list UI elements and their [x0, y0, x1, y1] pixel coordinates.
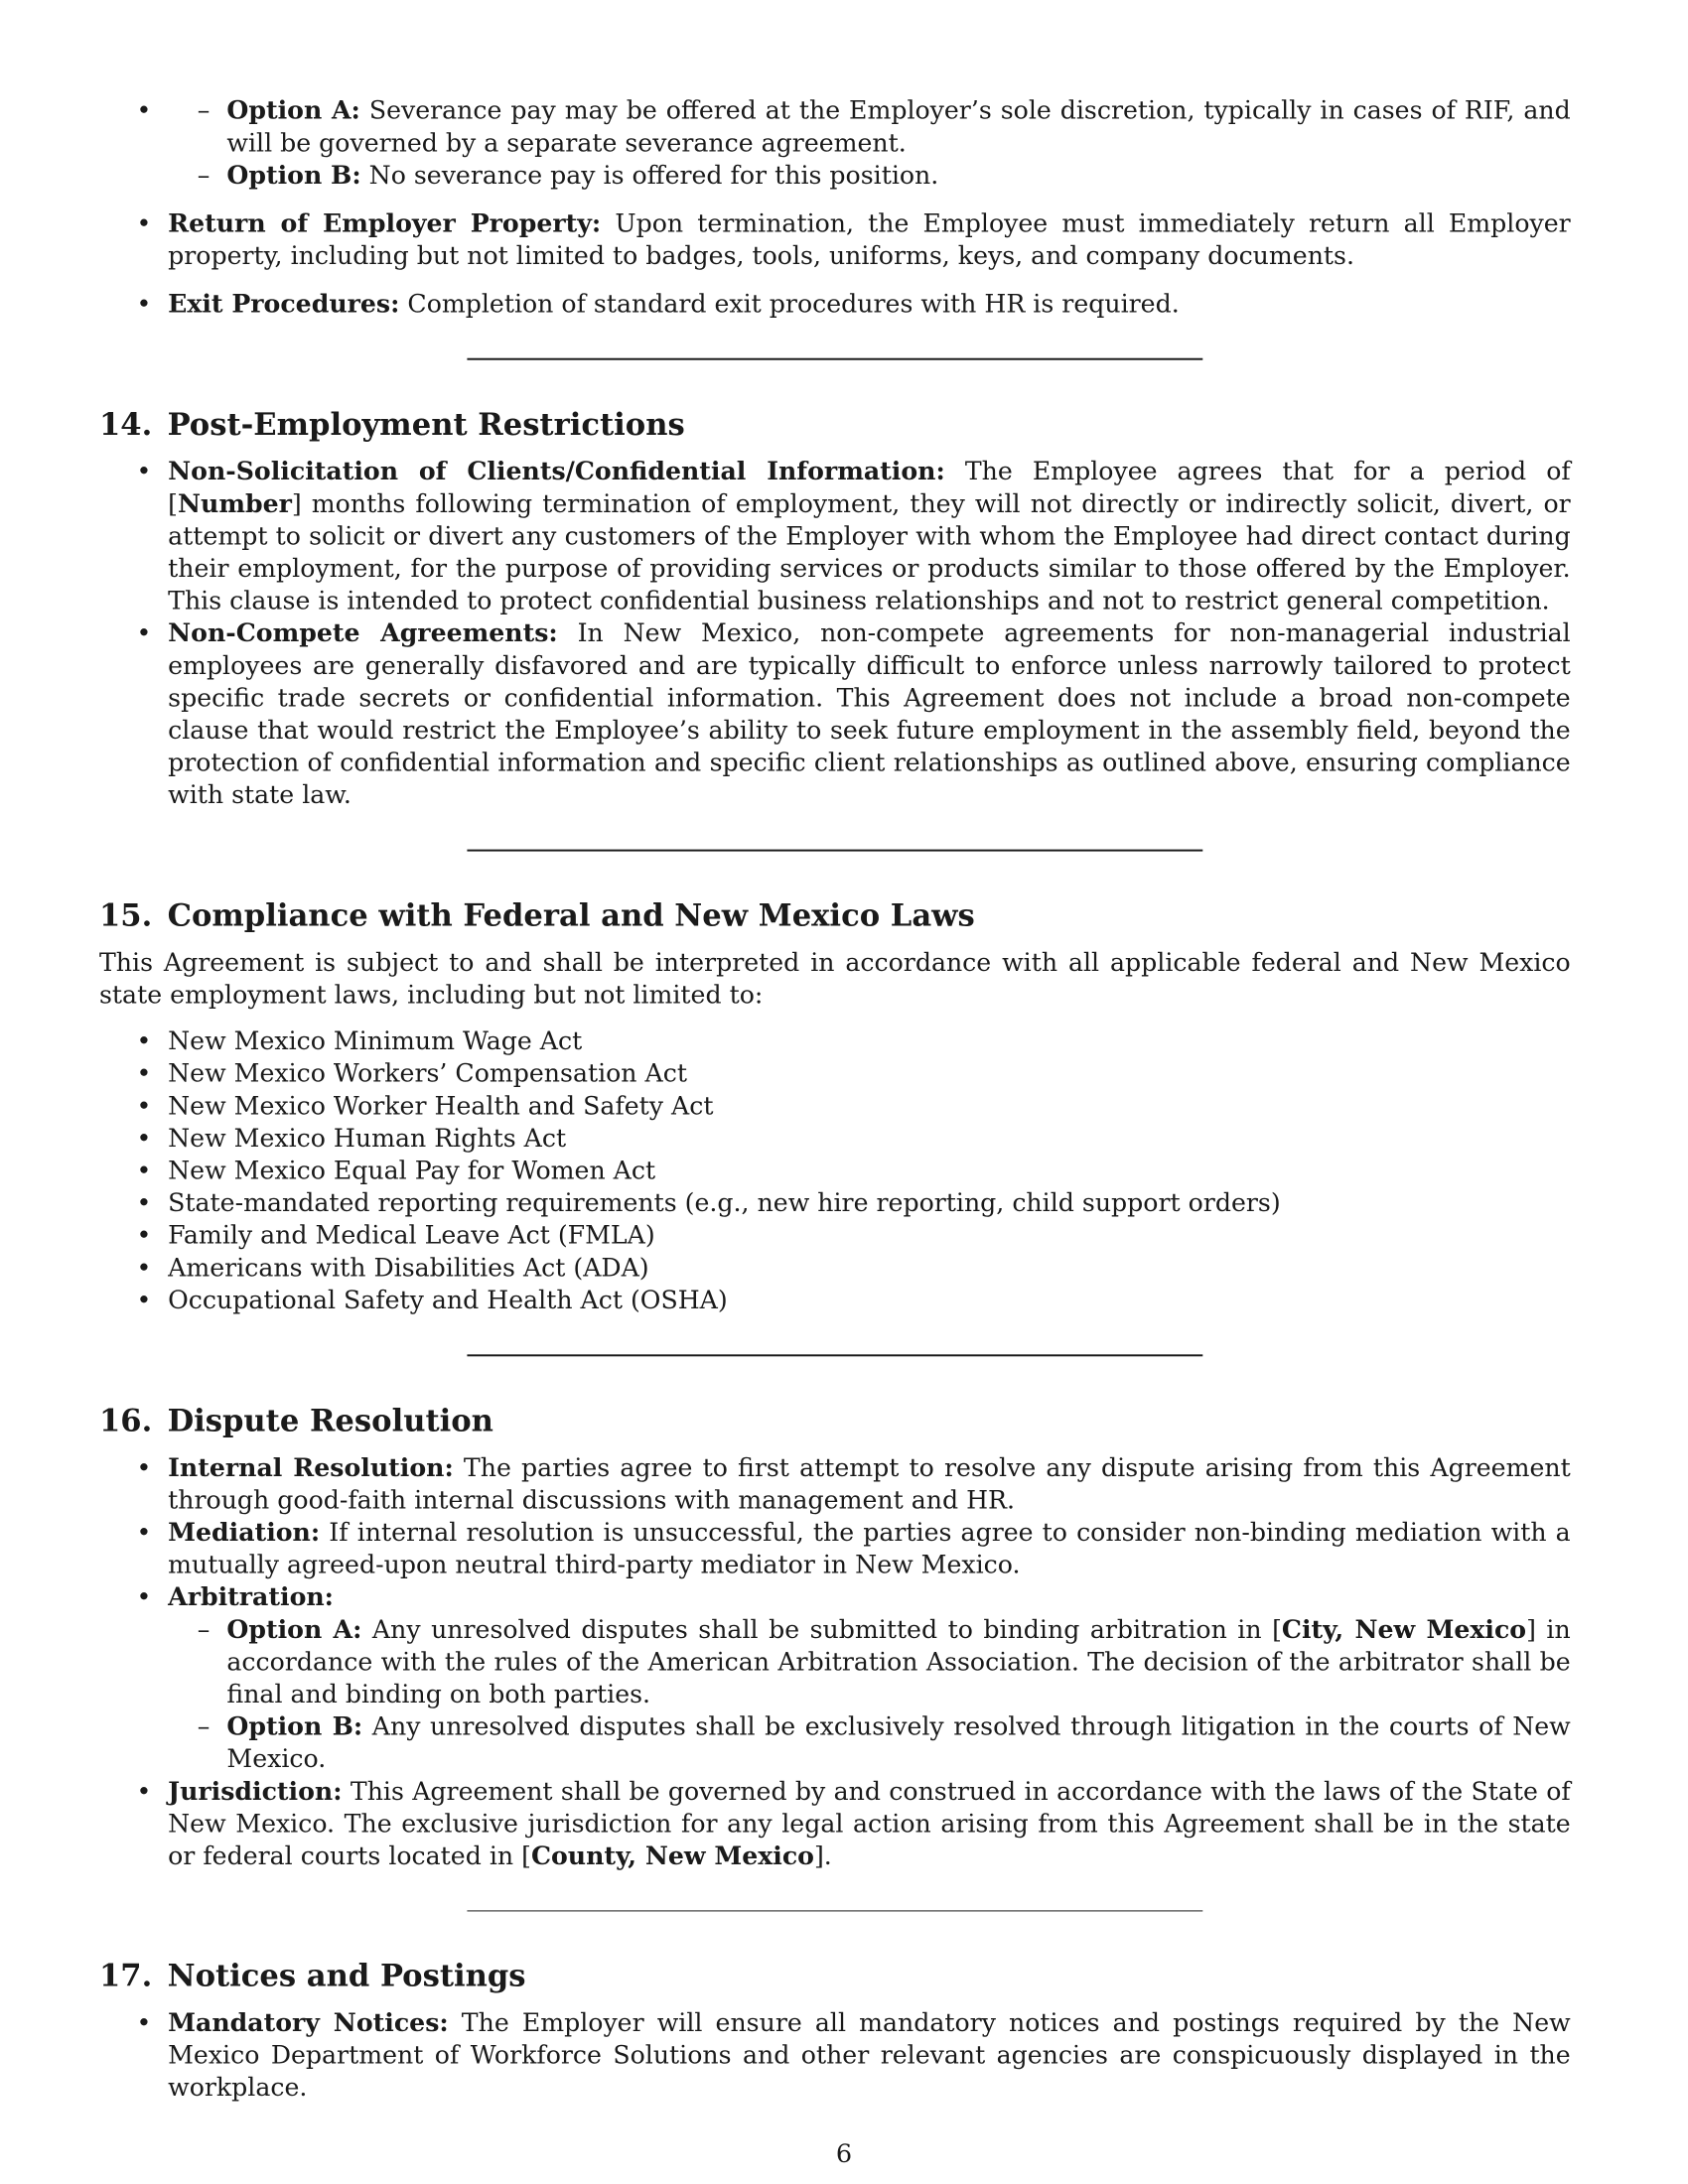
jurisdiction-item [99, 1776, 1571, 1873]
mandatory-notices-item [99, 2007, 1571, 2105]
section-15-intro: This Agreement is subject to and shall be interpreted in accordance with all applicable federal and New Mexico state employment laws, including but not limited to: [99, 948, 1571, 1011]
option-text: Severance pay may be offered at the Employer’s sole discretion, typically in cases of RIF, and will be governed by a separate severance agreement. [226, 95, 1571, 159]
termination-items [99, 208, 1571, 322]
laws-list [99, 1025, 1571, 1316]
item-text: Upon termination, the Employee must immediately return all Employer property, including but not limited to badges, tools, uniforms, keys, and company documents. [168, 208, 1571, 271]
item-text: The parties agree to first attempt to resolve any dispute arising from this Agreement through good-faith internal discussions with management and HR. [168, 1453, 1571, 1516]
section-divider [467, 850, 1202, 852]
document-page [99, 95, 1589, 2129]
placeholder-number: Number [177, 489, 292, 519]
law-item: • New Mexico Human Rights Act [99, 1123, 1571, 1156]
arbitration-options [168, 1614, 1571, 1776]
option-text: Any unresolved disputes shall be submitted to binding arbitration in [ [371, 1615, 1282, 1645]
item-text: ]. [813, 1842, 832, 1871]
non-solicitation-item [99, 457, 1571, 618]
law-item: • New Mexico Worker Health and Safety Act [99, 1091, 1571, 1124]
option-text: Any unresolved disputes shall be exclusively resolved through litigation in the courts of New Mexico. [226, 1711, 1571, 1775]
termination-list [99, 95, 1571, 193]
law-item: • New Mexico Equal Pay for Women Act [99, 1156, 1571, 1188]
item-text: The Employee agrees that for a period of [ [168, 457, 1571, 519]
arbitration-option-a [168, 1614, 1571, 1711]
section-17-title: 17. Notices and Postings [99, 1958, 526, 1994]
section-16-title: 16. Dispute Resolution [99, 1403, 493, 1439]
law-item: • State-mandated reporting requirements (e.g., new hire reporting, child support orders) [99, 1187, 1571, 1220]
section-14-list [99, 457, 1571, 813]
option-text: No severance pay is offered for this position. [368, 161, 939, 191]
law-item: • Americans with Disabilities Act (ADA) [99, 1253, 1571, 1286]
severance-option-b [168, 160, 1571, 193]
internal-resolution-item [99, 1452, 1571, 1517]
item-label: Non-Solicitation of Clients/Confidential Information: [168, 457, 945, 487]
placeholder-city: City, New Mexico [1281, 1615, 1527, 1645]
document-content [99, 95, 1571, 2105]
item-text: If internal resolution is unsuccessful, the parties agree to consider non-binding mediation with a mutually agreed-upon neutral third-party mediator in New Mexico. [168, 1518, 1571, 1580]
option-label: Option B: [226, 161, 361, 191]
severance-option-a [168, 95, 1571, 160]
item-label: Arbitration: [168, 1582, 334, 1613]
section-divider [467, 358, 1202, 360]
law-item: • New Mexico Workers’ Compensation Act [99, 1058, 1571, 1091]
item-label: Exit Procedures: [168, 289, 400, 320]
page-number: 6 [835, 2139, 853, 2169]
severance-item [99, 95, 1571, 193]
section-14-title: 14. Post-Employment Restrictions [99, 407, 685, 443]
item-label: Mediation: [168, 1518, 321, 1548]
section-divider [467, 1910, 1202, 1911]
option-label: Option A: [226, 1615, 362, 1645]
item-label: Mandatory Notices: [168, 2008, 449, 2038]
non-compete-item [99, 617, 1571, 812]
item-text: In New Mexico, non-compete agreements for non-managerial industrial employees are generally disfavored and are typically difficult to enforce unless narrowly tailored to protect specific trade secrets or confidential information. This Agreement does not include a broad non-compete clause that would restrict the Employee’s ability to seek future employment in the assembly field, beyond the protection of confidential information and specific client relationships as outlined above, ensuring compliance with state law. [168, 618, 1571, 811]
item-label: Jurisdiction: [168, 1777, 343, 1807]
section-15-title: 15. Compliance with Federal and New Mexico Laws [99, 898, 975, 934]
arbitration-item [99, 1582, 1571, 1777]
item-label: Non-Compete Agreements: [168, 618, 558, 649]
item-text: ] months following termination of employment, they will not directly or indirectly solicit, divert, or attempt to solicit or divert any customers of the Employer with whom the Employee had direct contact during their employment, for the purpose of providing services or products similar to those offered by the Employer. This clause is intended to protect confidential business relationships and not to restrict general competition. [168, 489, 1571, 616]
exit-procedures-item [99, 289, 1571, 322]
item-text: The Employer will ensure all mandatory notices and postings required by the New Mexico Department of Workforce Solutions and other relevant agencies are conspicuously displayed in the workplace. [168, 2008, 1571, 2104]
option-label: Option A: [226, 95, 360, 126]
return-property-item [99, 208, 1571, 273]
section-17-list [99, 2007, 1571, 2105]
section-16-list [99, 1452, 1571, 1873]
arbitration-option-b [168, 1711, 1571, 1776]
item-label: Return of Employer Property: [168, 208, 602, 239]
item-label: Internal Resolution: [168, 1453, 454, 1483]
option-label: Option B: [226, 1711, 363, 1742]
law-item: • New Mexico Minimum Wage Act [99, 1025, 1571, 1058]
item-text: Completion of standard exit procedures with HR is required. [407, 289, 1180, 320]
item-text: This Agreement shall be governed by and construed in accordance with the laws of the State of New Mexico. The exclusive jurisdiction for any legal action arising from this Agreement shall be in the state or federal courts located in [ [168, 1777, 1571, 1871]
law-item: • Occupational Safety and Health Act (OSHA) [99, 1285, 1571, 1317]
option-text: ] in accordance with the rules of the American Arbitration Association. The decision of the arbitrator shall be final and binding on both parties. [226, 1615, 1571, 1709]
severance-options [168, 95, 1571, 193]
mediation-item [99, 1517, 1571, 1581]
section-divider [467, 1354, 1202, 1356]
placeholder-county: County, New Mexico [530, 1842, 814, 1871]
law-item: • Family and Medical Leave Act (FMLA) [99, 1220, 1571, 1253]
